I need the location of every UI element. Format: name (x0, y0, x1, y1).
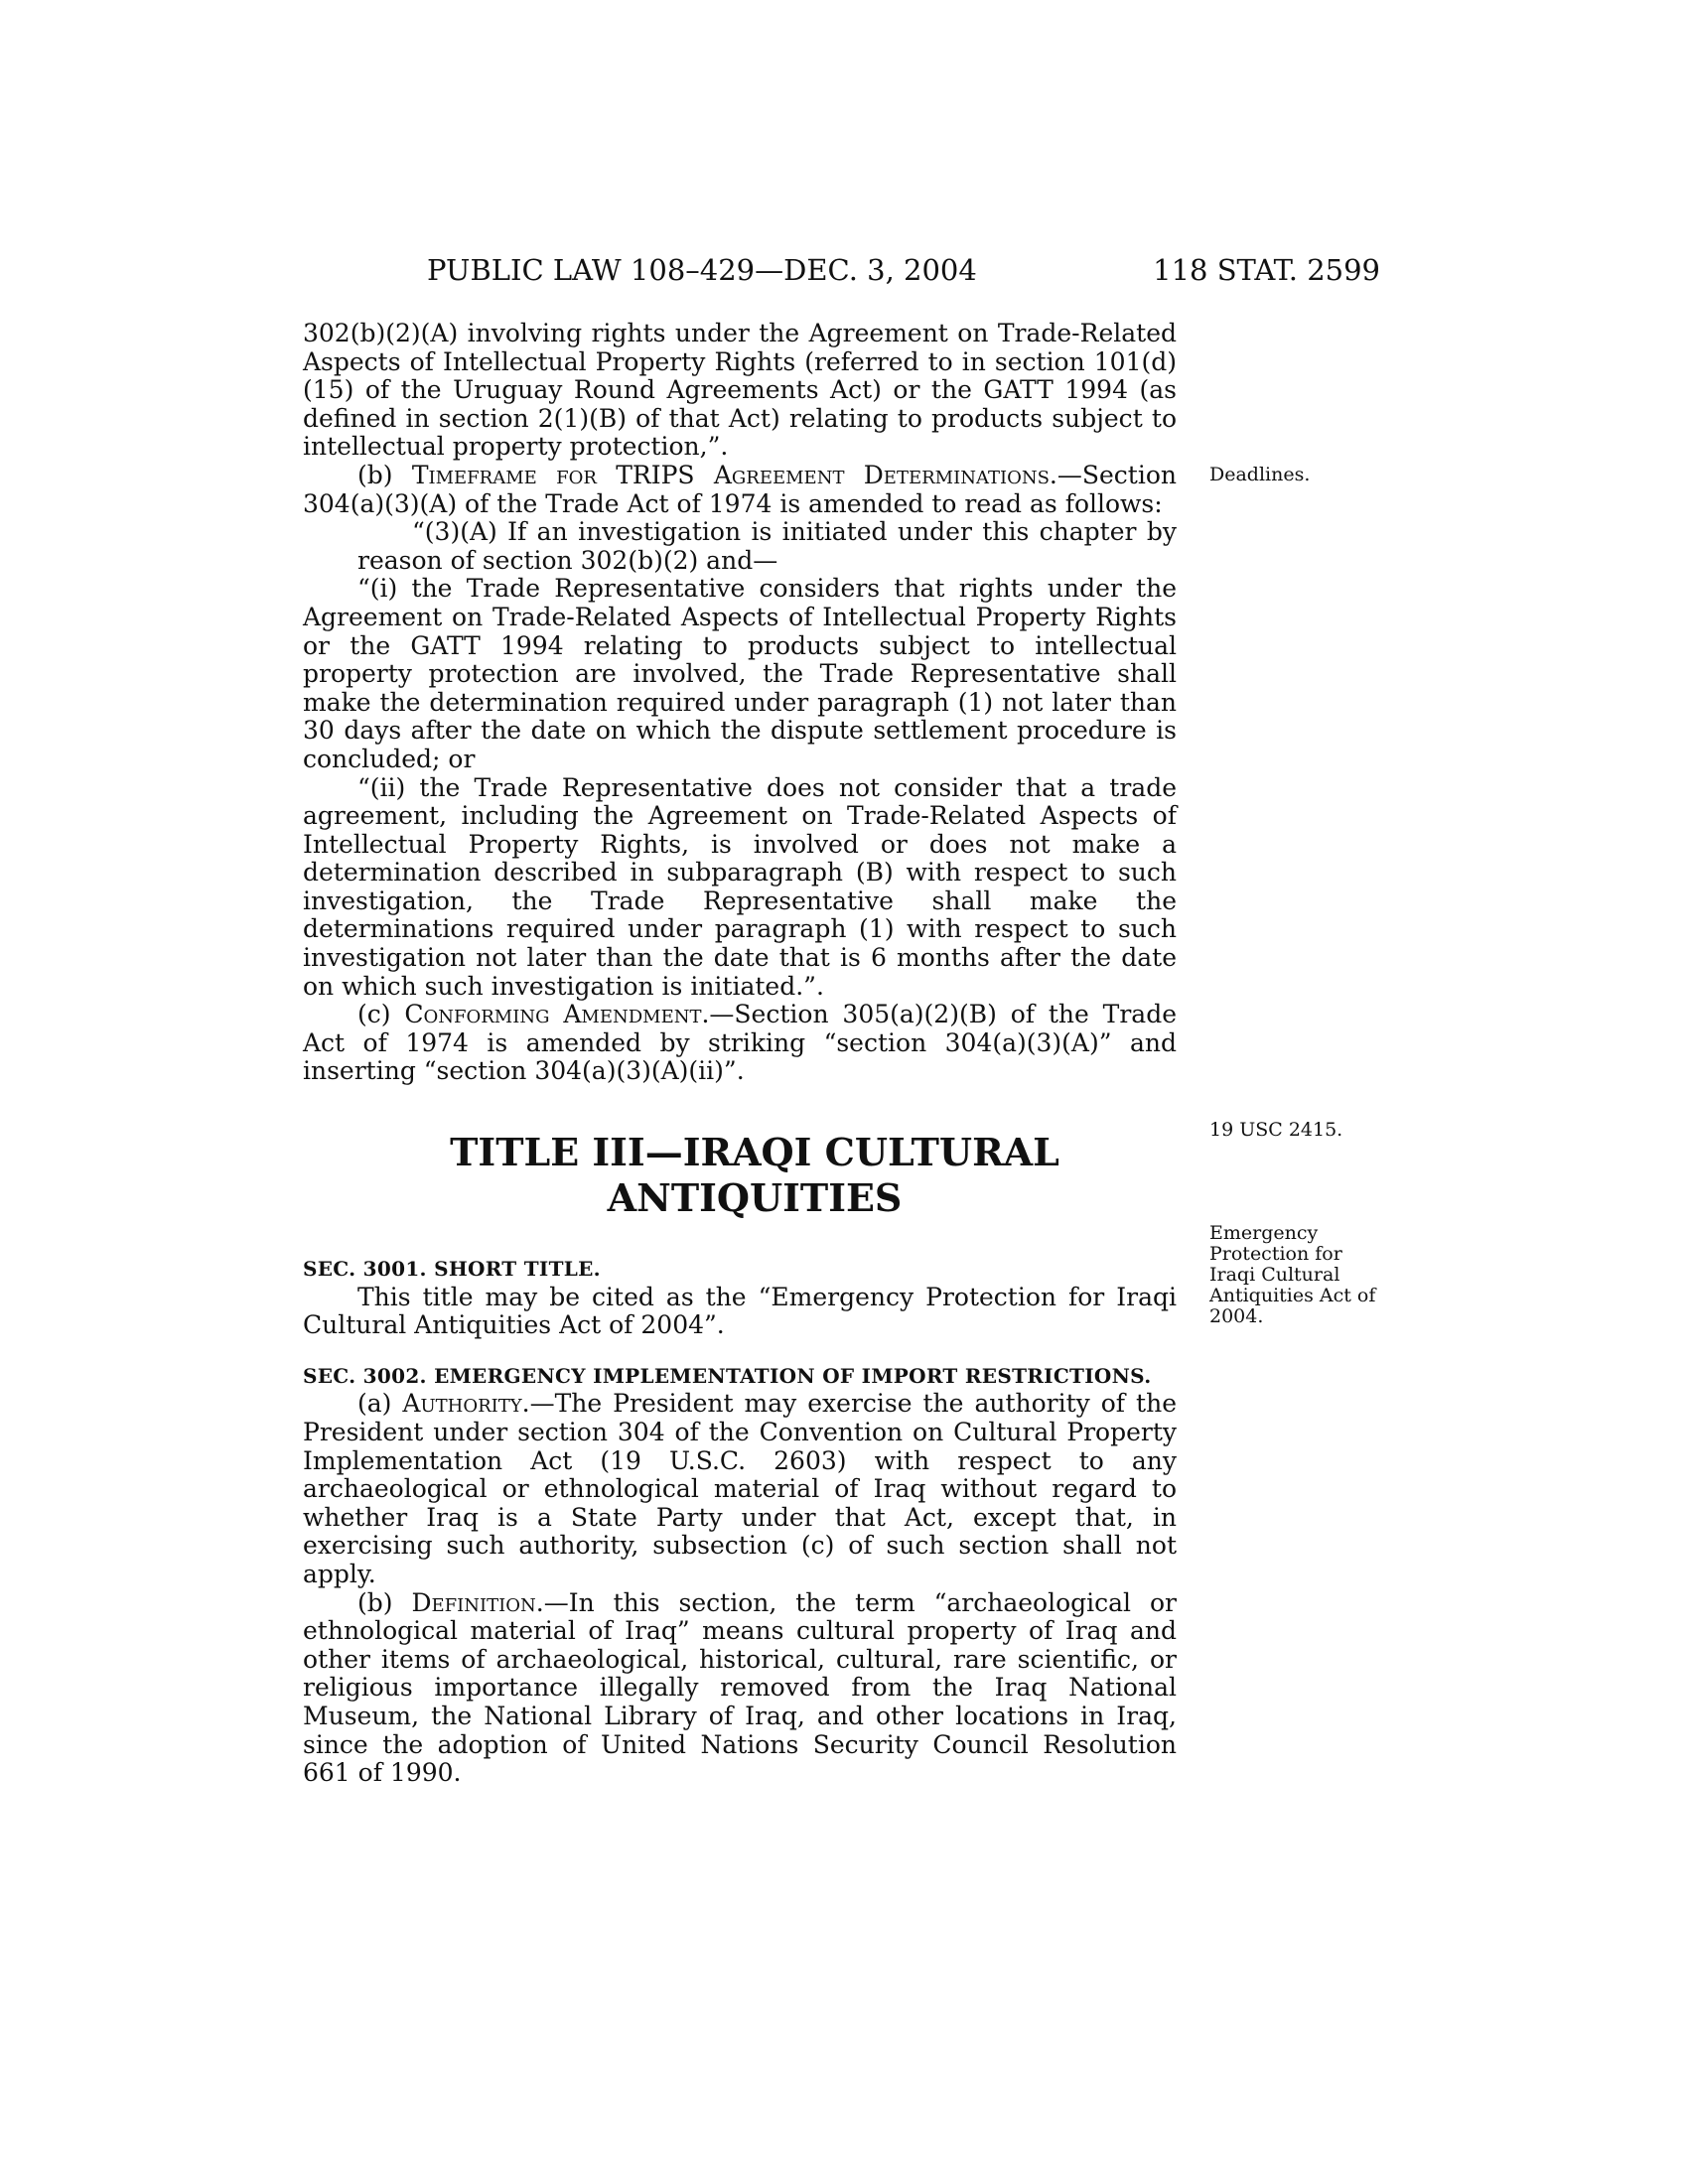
section-3001-heading: SEC. 3001. SHORT TITLE. (303, 1257, 601, 1282)
statute-page-number: 118 STAT. 2599 (1153, 253, 1380, 287)
subsection-b-heading: Timeframe for TRIPS Agreement Determinations (411, 460, 1050, 489)
title-line-1: TITLE III—IRAQI CULTURAL (450, 1130, 1059, 1175)
section-3002-subsection-b: (b) Definition.—In this section, the term “archaeological or ethnological material of Iraq” means cultural property of Iraq and other items of archaeological, historical, cultural, rare scientific, or religious importance illegally removed from the Iraq National Museum, the National Library of Iraq, and other locations in Iraq, since the adoption of United Nations Security Council Resolution 661 of 1990. (303, 1587, 1177, 1788)
margin-note-short-title: Emergency Protection for Iraqi Cultural Antiquities Act of 2004. (1209, 1222, 1376, 1327)
subsection-a-heading: Authority (402, 1389, 522, 1419)
margin-note-deadlines: Deadlines. (1209, 464, 1311, 485)
subsection-b: (b) Timeframe for TRIPS Agreement Determinations.—Section 304(a)(3)(A) of the Trade Act of 1974 is amended to read as follows: (303, 460, 1177, 518)
subsection-b-definition-heading: Definition (411, 1587, 536, 1617)
page-header (427, 253, 1380, 293)
title-line-2: ANTIQUITIES (607, 1175, 903, 1221)
quoted-paragraph-3a: “(3)(A) If an investigation is initiated under this chapter by reason of section 302(b)(2) and— (357, 517, 1177, 575)
section-3001-text: This title may be cited as the “Emergency Protection for Iraqi Cultural Antiquities Act of 2004”. (303, 1282, 1177, 1340)
law-citation: PUBLIC LAW 108–429—DEC. 3, 2004 (427, 253, 977, 287)
section-3002-subsection-a: (a) Authority.—The President may exercise the authority of the President under section 304 of the Convention on Cultural Property Implementation Act (19 U.S.C. 2603) with respect to any archaeological or ethnological material of Iraq without regard to whether Iraq is a State Party under that Act, except that, in exercising such authority, subsection (c) of such section shall not apply. (303, 1389, 1178, 1588)
quoted-clause-ii: “(ii) the Trade Representative does not consider that a trade agreement, including the Agreement on Trade-Related Aspects of Intellectual Property Rights, is involved or does not make a determination described in subparagraph (B) with respect to such investigation, the Trade Representative shall make the determinations required under paragraph (1) with respect to such investigation not later than the date that is 6 months after the date on which such investigation is initiated.”. (303, 772, 1177, 1001)
subsection-c-heading: Conforming Amendment (404, 1000, 702, 1029)
quoted-clause-i: “(i) the Trade Representative considers that rights under the Agreement on Trade-Related Aspects of Intellectual Property Rights or the GATT 1994 relating to products subject to intellectual property protection are involved, the Trade Representative shall make the determination required under paragraph (1) not later than 30 days after the date on which the dispute settlement procedure is concluded; or (303, 574, 1177, 773)
document-body (303, 320, 1177, 1788)
margin-note-usc: 19 USC 2415. (1209, 1119, 1343, 1141)
title-heading (303, 1130, 1177, 1221)
subsection-c: (c) Conforming Amendment.—Section 305(a)(2)(B) of the Trade Act of 1974 is amended by striking “section 304(a)(3)(A)” and inserting “section 304(a)(3)(A)(ii)”. (303, 1000, 1177, 1086)
continued-paragraph: 302(b)(2)(A) involving rights under the Agreement on Trade-Related Aspects of Intellectual Property Rights (referred to in section 101(d)(15) of the Uruguay Round Agreements Act) or the GATT 1994 (as defined in section 2(1)(B) of that Act) relating to products subject to intellectual property protection,”. (303, 319, 1177, 462)
section-3002-heading: SEC. 3002. EMERGENCY IMPLEMENTATION OF IMPORT RESTRICTIONS. (303, 1363, 1152, 1388)
